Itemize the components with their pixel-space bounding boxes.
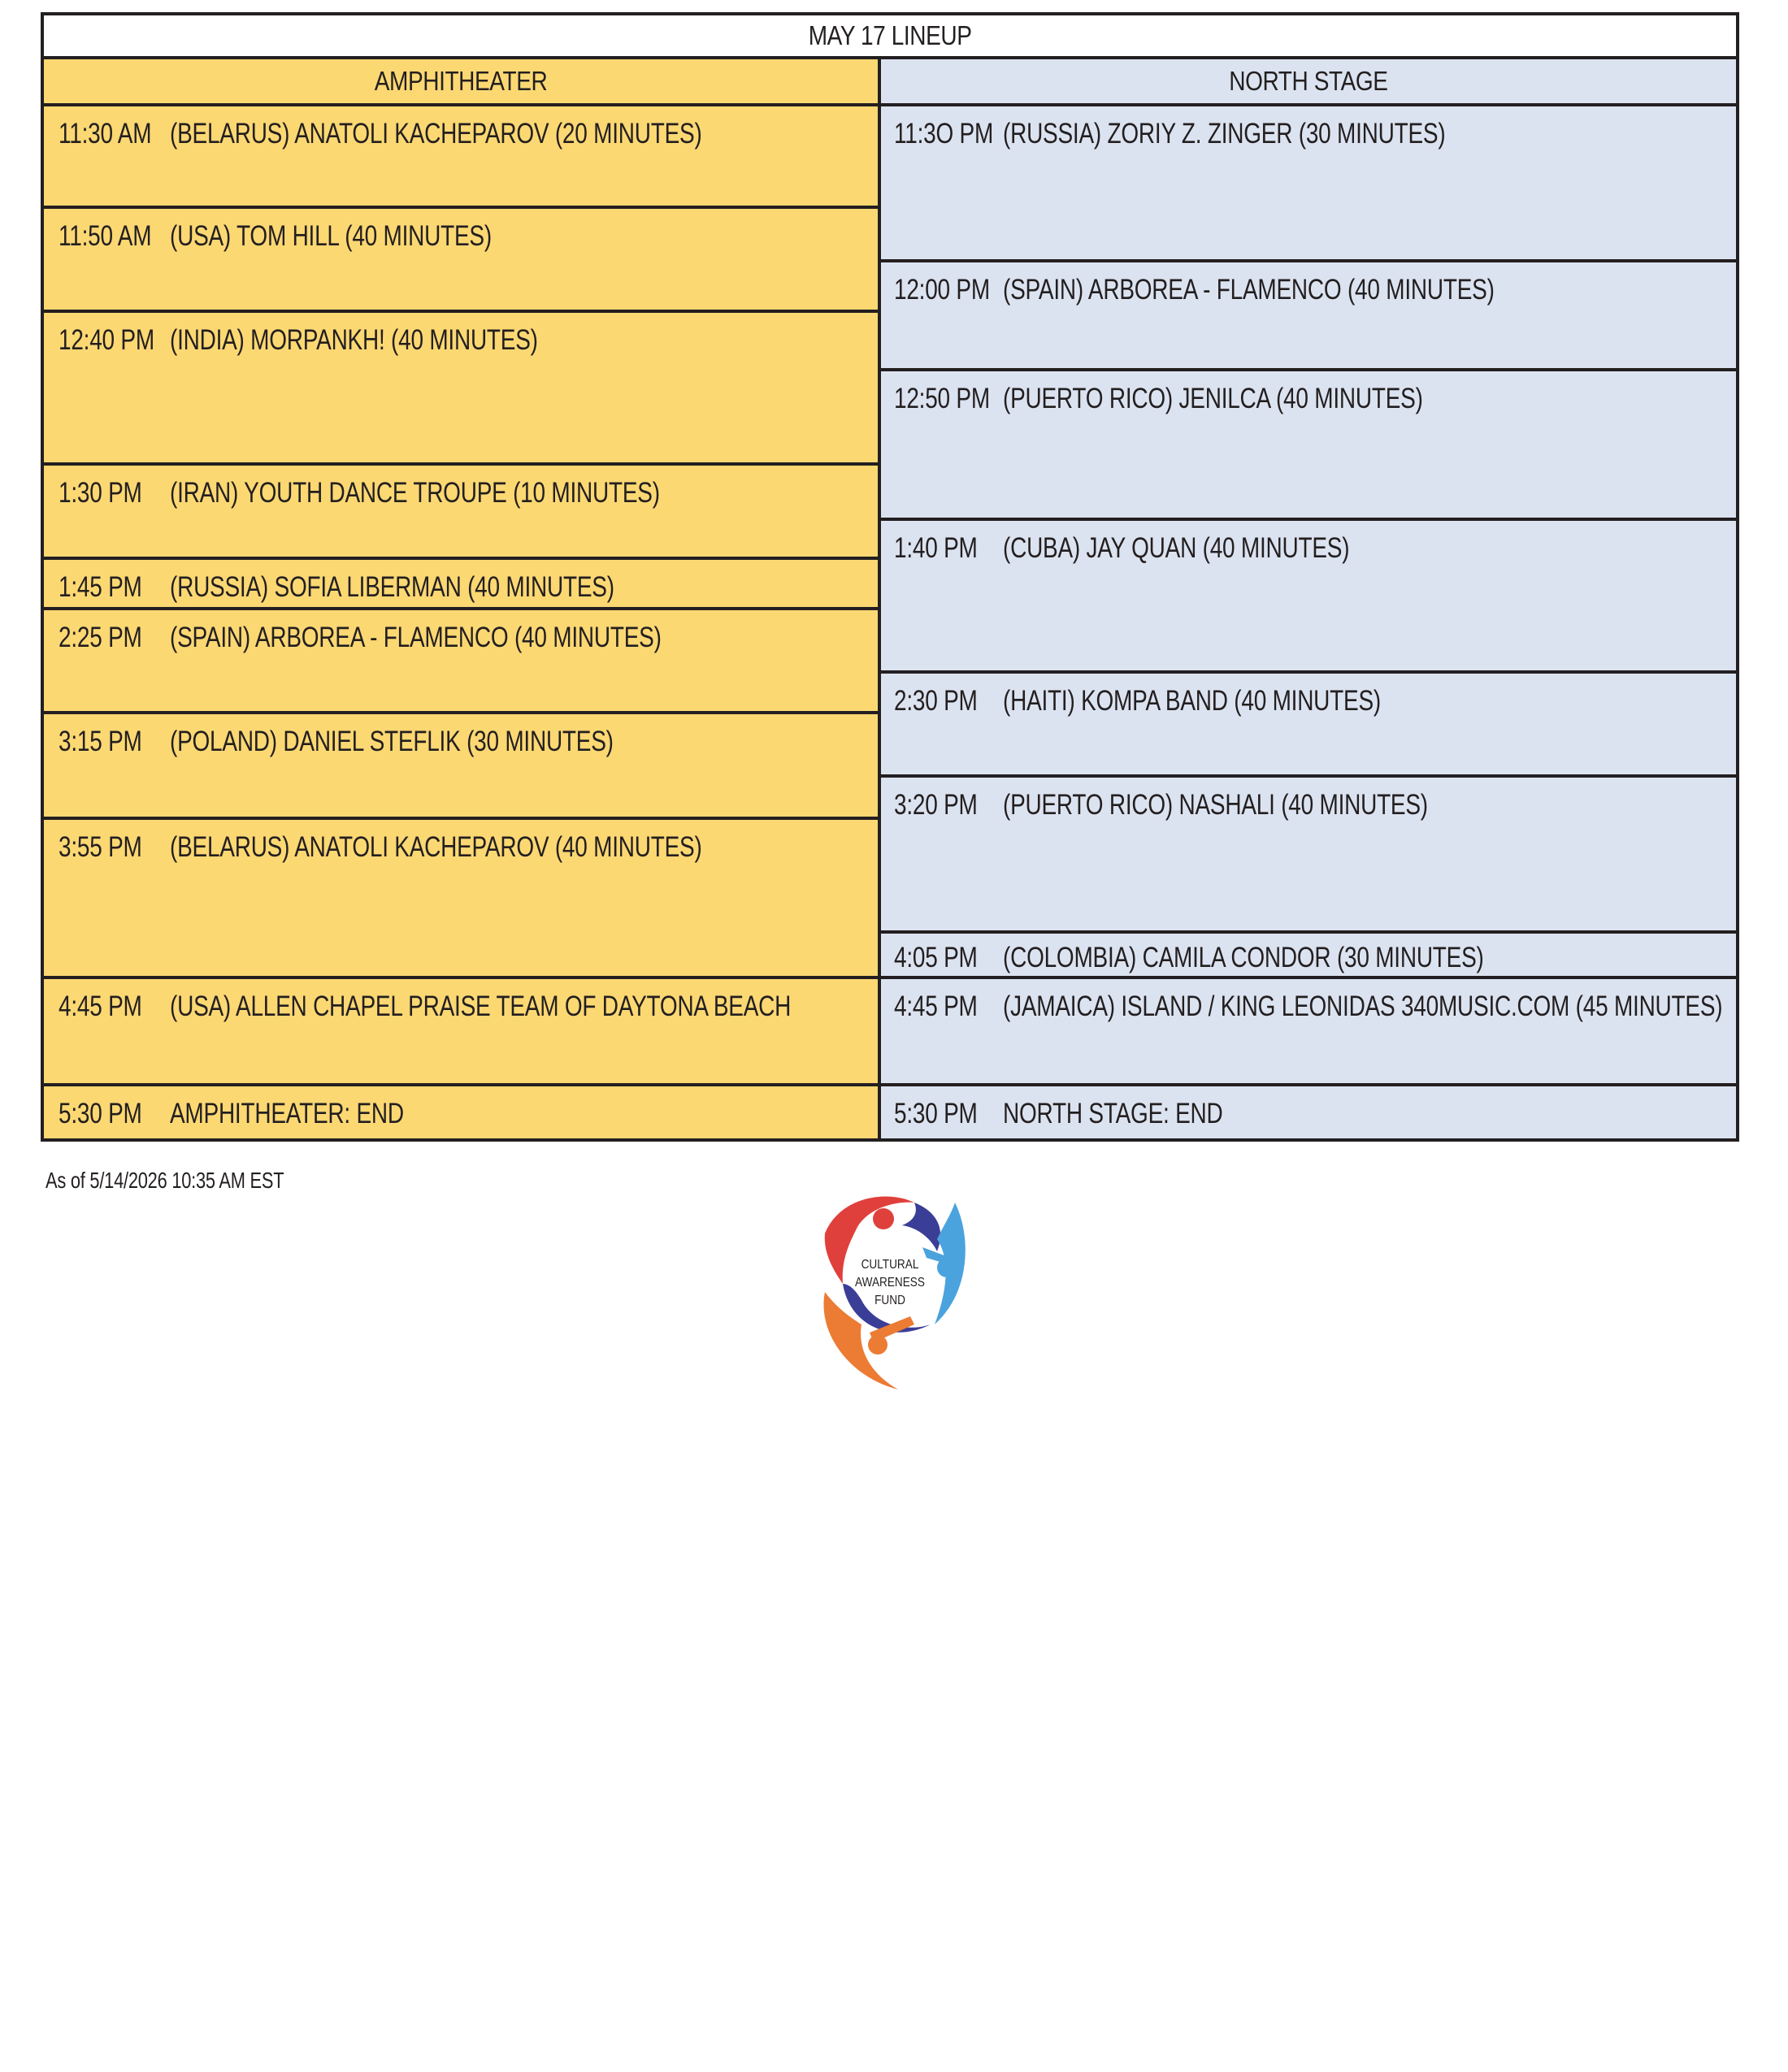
slot-act: (USA) TOM HILL (40 MINUTES) (170, 220, 492, 252)
slot-time: 4:45 PM (59, 990, 142, 1022)
slot-time: 11:3O PM (894, 118, 994, 150)
slot-act: (COLOMBIA) CAMILA CONDOR (30 MINUTES) (1003, 942, 1484, 973)
north-stage-slot (878, 774, 1739, 934)
slot-time: 1:40 PM (894, 532, 978, 564)
slot-act: (SPAIN) ARBOREA - FLAMENCO (40 MINUTES) (1003, 274, 1495, 306)
slot-act: (POLAND) DANIEL STEFLIK (30 MINUTES) (170, 726, 614, 757)
amphitheater-slot (41, 462, 881, 560)
slot-act: (HAITI) KOMPA BAND (40 MINUTES) (1003, 685, 1381, 717)
slot-time: 12:00 PM (894, 274, 990, 306)
north-stage-slot (878, 368, 1739, 521)
slot-time: 5:30 PM (59, 1098, 142, 1129)
amphitheater-slot (41, 1083, 881, 1142)
slot-act: (RUSSIA) SOFIA LIBERMAN (40 MINUTES) (170, 571, 614, 603)
slot-time: 2:25 PM (59, 622, 142, 653)
logo-text-line1: CULTURAL (861, 1258, 919, 1272)
slot-act: (BELARUS) ANATOLI KACHEPAROV (40 MINUTES) (170, 831, 702, 863)
north-stage-slot (878, 670, 1739, 778)
slot-act: (PUERTO RICO) JENILCA (40 MINUTES) (1003, 383, 1423, 414)
slot-act: (SPAIN) ARBOREA - FLAMENCO (40 MINUTES) (170, 622, 662, 653)
amphitheater-slot (41, 817, 881, 979)
slot-act: (USA) ALLEN CHAPEL PRAISE TEAM OF DAYTONA BEACH (170, 990, 792, 1022)
north-stage-slot (878, 103, 1739, 262)
slot-time: 5:30 PM (894, 1098, 978, 1129)
slot-act: (RUSSIA) ZORIY Z. ZINGER (30 MINUTES) (1003, 118, 1446, 150)
north-stage-header-label: NORTH STAGE (1229, 66, 1388, 96)
north-stage-slot (878, 976, 1739, 1086)
slot-time: 11:50 AM (59, 220, 152, 252)
slot-act: (BELARUS) ANATOLI KACHEPAROV (20 MINUTES) (170, 118, 702, 150)
slot-act: NORTH STAGE: END (1003, 1098, 1223, 1129)
amphitheater-slot (41, 976, 881, 1086)
slot-act: (CUBA) JAY QUAN (40 MINUTES) (1003, 532, 1350, 564)
amphitheater-header (41, 56, 881, 106)
slot-act: (INDIA) MORPANKH! (40 MINUTES) (170, 324, 538, 356)
amphitheater-slot (41, 711, 881, 820)
slot-time: 12:40 PM (59, 324, 154, 356)
amphitheater-slot (41, 607, 881, 714)
amphitheater-header-label: AMPHITHEATER (374, 66, 548, 96)
slot-act: (IRAN) YOUTH DANCE TROUPE (10 MINUTES) (170, 477, 660, 509)
amphitheater-slot (41, 310, 881, 466)
schedule-title-bar (41, 12, 1739, 59)
slot-act: (JAMAICA) ISLAND / KING LEONIDAS 340MUSIC.COM (45 MINUTES) (1003, 990, 1723, 1022)
lineup-schedule (41, 12, 1739, 1150)
cultural-awareness-fund-logo (792, 1170, 987, 1398)
slot-time: 12:50 PM (894, 383, 990, 414)
slot-time: 3:55 PM (59, 831, 142, 863)
amphitheater-column (41, 56, 881, 1150)
amphitheater-slot (41, 206, 881, 313)
slot-time: 1:45 PM (59, 571, 142, 603)
slot-time: 4:05 PM (894, 942, 978, 973)
slot-time: 4:45 PM (894, 990, 978, 1022)
slot-act: (PUERTO RICO) NASHALI (40 MINUTES) (1003, 789, 1428, 821)
north-stage-header (878, 56, 1739, 106)
slot-time: 3:20 PM (894, 789, 978, 821)
slot-time: 2:30 PM (894, 685, 978, 717)
logo-text-line2: AWARENESS (855, 1276, 925, 1290)
amphitheater-slot (41, 557, 881, 610)
slot-time: 3:15 PM (59, 726, 142, 757)
slot-time: 1:30 PM (59, 477, 142, 509)
north-stage-column (878, 56, 1739, 1150)
slot-act: AMPHITHEATER: END (170, 1098, 404, 1129)
north-stage-slot (878, 259, 1739, 371)
last-updated-timestamp: As of 5/14/2026 10:35 AM EST (46, 1168, 284, 1193)
north-stage-slot (878, 518, 1739, 674)
logo-text-line3: FUND (874, 1294, 905, 1307)
north-stage-slot (878, 930, 1739, 979)
north-stage-slot (878, 1083, 1739, 1142)
schedule-title: MAY 17 LINEUP (808, 20, 972, 50)
amphitheater-slot (41, 103, 881, 209)
slot-time: 11:30 AM (59, 118, 152, 150)
